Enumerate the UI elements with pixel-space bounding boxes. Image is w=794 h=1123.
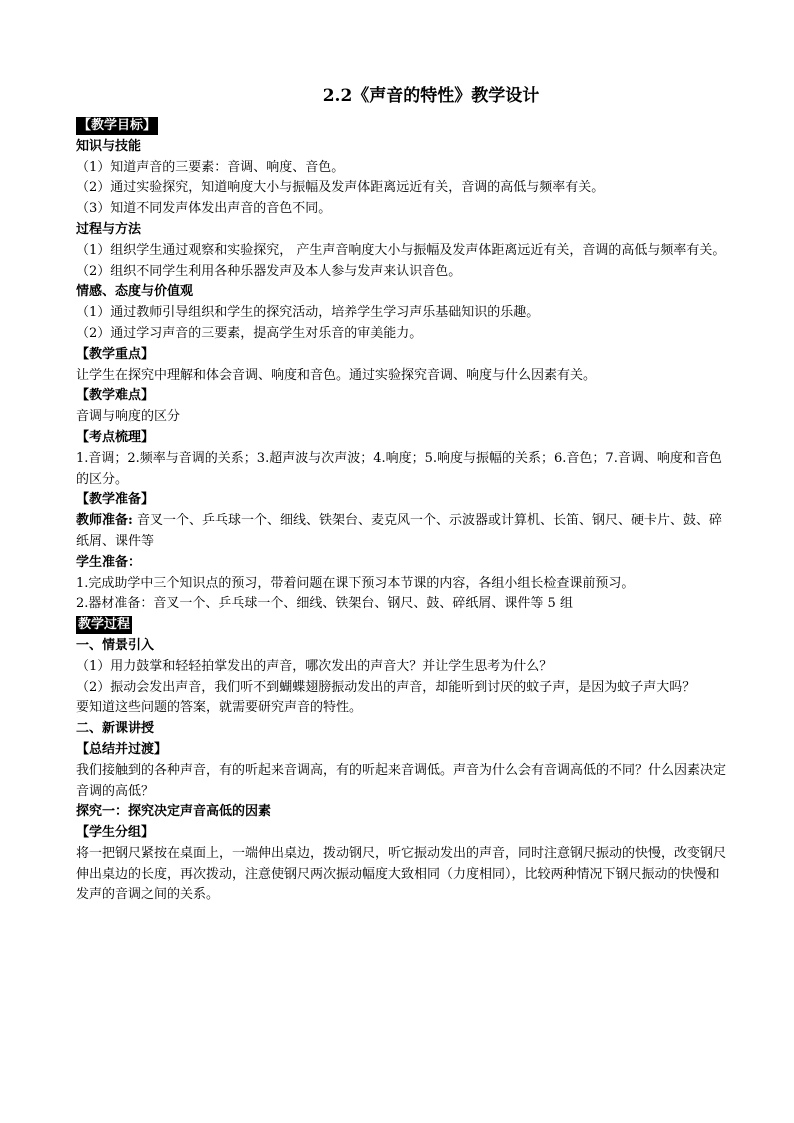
section-difficult-heading: 【教学难点】 bbox=[76, 388, 155, 404]
section-prep-heading: 【教学准备】 bbox=[76, 492, 155, 508]
highlight-process: 教学过程 bbox=[78, 617, 131, 633]
section-process-heading bbox=[76, 615, 726, 636]
group-text: 将一把钢尺紧按在桌面上，一端伸出桌边，拨动钢尺，听它振动发出的声音，同时注意钢尺振动的快慢，改变钢尺伸出桌边的长度，再次拨动，注意使钢尺两次振动幅度大致相同（力度相同），比较两种情况下钢尺振动的快慢和发声的音调之间的关系。 bbox=[76, 845, 727, 903]
student-prep-item-2: 2.器材准备：音叉一个、乒乓球一个、细线、铁架台、钢尺、鼓、碎纸屑、课件等 5 组 bbox=[76, 596, 573, 612]
heading-emotion: 情感、态度与价值观 bbox=[76, 284, 194, 300]
heading-knowledge: 知识与技能 bbox=[76, 138, 142, 154]
intro-item-1: （1）用力鼓掌和轻轻拍掌发出的声音，哪次发出的声音大？并让学生思考为什么？ bbox=[76, 658, 553, 674]
page-title: 2.2《声音的特性》教学设计 bbox=[322, 86, 540, 106]
section-key-heading: 【教学重点】 bbox=[76, 346, 155, 362]
teacher-prep-label: 教师准备: bbox=[76, 513, 133, 529]
summary-text: 我们接触到的各种声音，有的听起来音调高，有的听起来音调低。声音为什么会有音调高低的不同？什么因素决定音调的高低？ bbox=[76, 762, 727, 799]
intro-item-3: 要知道这些问题的答案，就需要研究声音的特性。 bbox=[76, 700, 363, 716]
heading-new-lesson: 二、新课讲授 bbox=[76, 721, 155, 737]
section-points-heading: 【考点梳理】 bbox=[76, 429, 155, 445]
knowledge-item-2: （2）通过实验探究，知道响度大小与振幅及发声体距离远近有关，音调的高低与频率有关。 bbox=[76, 180, 605, 196]
process-item-1: （1）组织学生通过观察和实验探究， 产生声音响度大小与振幅及发声体距离远近有关，音调的高低与频率有关。 bbox=[76, 242, 726, 258]
student-prep-label: 学生准备： bbox=[76, 554, 142, 570]
key-text: 让学生在探究中理解和体会音调、响度和音色。通过实验探究音调、响度与什么因素有关。 bbox=[76, 367, 597, 383]
teacher-prep bbox=[76, 511, 726, 553]
heading-explore-1: 探究一：探究决定声音高低的因素 bbox=[76, 804, 272, 820]
heading-intro: 一、情景引入 bbox=[76, 637, 155, 653]
difficult-text: 音调与响度的区分 bbox=[76, 409, 181, 425]
emotion-item-1: （1）通过教师引导组织和学生的探究活动，培养学生学习声乐基础知识的乐趣。 bbox=[76, 305, 540, 321]
document-page bbox=[76, 84, 726, 906]
emotion-item-2: （2）通过学习声音的三要素，提高学生对乐音的审美能力。 bbox=[76, 325, 423, 341]
process-item-2: （2）组织不同学生利用各种乐器发声及本人参与发声来认识音色。 bbox=[76, 263, 462, 279]
heading-process-method: 过程与方法 bbox=[76, 221, 142, 237]
section-summary-heading: 【总结并过渡】 bbox=[76, 741, 168, 757]
student-prep-item-1: 1.完成助学中三个知识点的预习，带着问题在课下预习本节课的内容，各组小组长检查课前预习。 bbox=[76, 575, 635, 591]
knowledge-item-3: （3）知道不同发声体发出声音的音色不同。 bbox=[76, 201, 332, 217]
teacher-prep-text: 音叉一个、乒乓球一个、细线、铁架台、麦克风一个、示波器或计算机、长笛、钢尺、硬卡片、鼓、碎纸屑、课件等 bbox=[76, 513, 722, 549]
intro-item-2: （2）振动会发出声音，我们听不到蝴蝶翅膀振动发出的声音，却能听到讨厌的蚊子声，是因为蚊子声大吗？ bbox=[76, 679, 696, 695]
section-goals-heading bbox=[76, 116, 726, 137]
points-text: 1.音调；2.频率与音调的关系；3.超声波与次声波；4.响度；5.响度与振幅的关系；6.音色；7.音调、响度和音色的区分。 bbox=[76, 450, 722, 487]
knowledge-item-1: （1）知道声音的三要素：音调、响度、音色。 bbox=[76, 159, 345, 175]
highlight-goals: 【教学目标】 bbox=[78, 118, 157, 133]
section-group-heading: 【学生分组】 bbox=[76, 825, 155, 841]
